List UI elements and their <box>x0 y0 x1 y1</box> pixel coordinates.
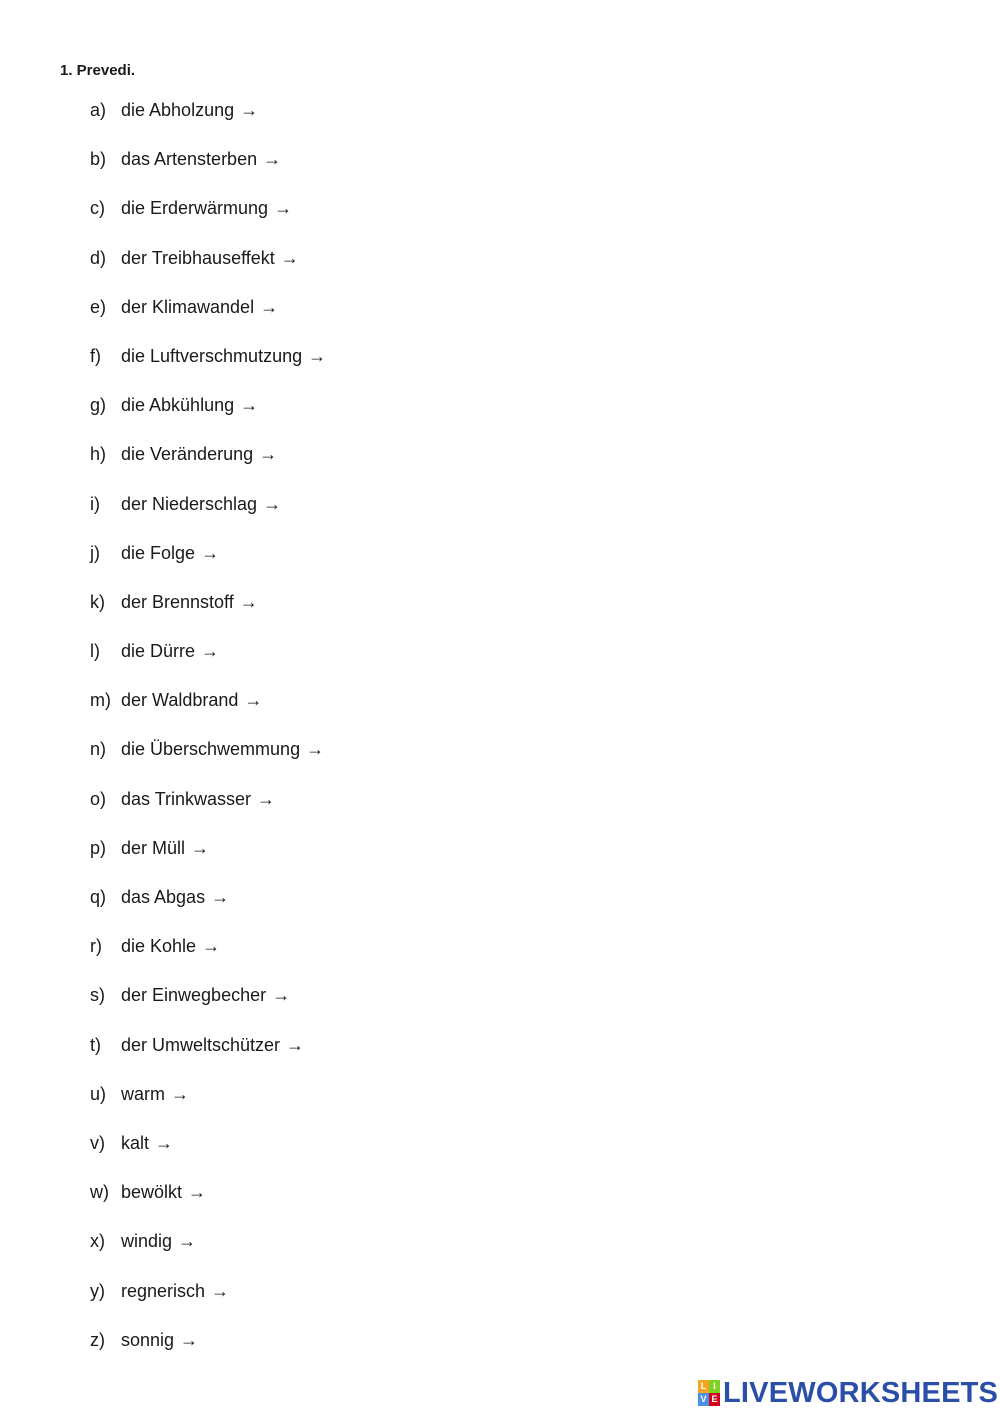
item-marker: i) <box>90 493 100 514</box>
list-item <box>90 1279 326 1328</box>
item-marker: v) <box>90 1132 105 1153</box>
arrow-right-icon: → <box>211 1280 230 1301</box>
item-marker: a) <box>90 100 107 120</box>
arrow-right-icon: → <box>211 887 230 907</box>
list-item <box>90 196 326 245</box>
item-term: der Brennstoff <box>121 591 234 612</box>
arrow-right-icon: → <box>201 542 220 563</box>
list-item <box>90 246 326 295</box>
item-marker: q) <box>90 887 107 907</box>
list-item <box>90 639 326 688</box>
item-marker: d) <box>90 247 107 268</box>
arrow-right-icon: → <box>286 1034 305 1055</box>
list-item <box>90 344 326 393</box>
liveworksheets-logo <box>698 1376 998 1410</box>
arrow-right-icon: → <box>244 690 263 711</box>
logo-mark-letter: L <box>698 1380 709 1393</box>
list-item <box>90 1082 326 1131</box>
item-term: der Treibhauseffekt <box>121 247 275 268</box>
arrow-right-icon: → <box>306 739 325 760</box>
item-term: die Erderwärmung <box>121 198 269 219</box>
item-marker: j) <box>90 542 100 563</box>
list-item <box>90 541 326 590</box>
list-item <box>90 934 326 983</box>
item-marker: n) <box>90 739 107 760</box>
item-term: das Trinkwasser <box>121 788 252 809</box>
arrow-right-icon: → <box>260 296 279 317</box>
list-item <box>90 885 326 934</box>
list-item <box>90 1180 326 1229</box>
item-term: der Waldbrand <box>121 690 239 711</box>
list-item <box>90 393 326 442</box>
logo-mark-letter: I <box>709 1380 720 1393</box>
item-marker: u) <box>90 1083 107 1104</box>
arrow-right-icon: → <box>272 985 291 1006</box>
item-term: die Dürre <box>121 641 196 662</box>
item-term: die Folge <box>121 542 196 563</box>
arrow-right-icon: → <box>180 1329 199 1350</box>
arrow-right-icon: → <box>259 444 278 465</box>
item-term: der Umweltschützer <box>121 1034 281 1055</box>
item-marker: l) <box>90 641 100 662</box>
arrow-right-icon: → <box>155 1132 174 1153</box>
item-term: die Abholzung <box>121 100 235 120</box>
item-term: bewölkt <box>121 1182 183 1203</box>
logo-mark-icon <box>698 1380 720 1406</box>
list-item <box>90 295 326 344</box>
item-term: die Luftverschmutzung <box>121 345 303 366</box>
list-item <box>90 737 326 786</box>
item-term: regnerisch <box>121 1280 206 1301</box>
list-item <box>90 98 326 147</box>
list-item <box>90 590 326 639</box>
arrow-right-icon: → <box>274 198 293 219</box>
list-item <box>90 492 326 541</box>
item-marker: h) <box>90 444 107 465</box>
list-item <box>90 688 326 737</box>
item-marker: k) <box>90 591 105 612</box>
vocabulary-list <box>90 98 326 1377</box>
logo-mark-letter: E <box>709 1393 720 1406</box>
exercise-heading: 1. Prevedi. <box>60 62 136 79</box>
arrow-right-icon: → <box>280 247 299 268</box>
item-marker: p) <box>90 837 107 858</box>
list-item <box>90 147 326 196</box>
arrow-right-icon: → <box>263 493 282 514</box>
arrow-right-icon: → <box>201 641 220 662</box>
item-term: der Müll <box>121 837 186 858</box>
item-marker: g) <box>90 395 107 416</box>
item-marker: s) <box>90 985 105 1006</box>
item-term: warm <box>121 1083 165 1104</box>
arrow-right-icon: → <box>308 345 327 366</box>
arrow-right-icon: → <box>263 149 282 170</box>
arrow-right-icon: → <box>240 100 259 120</box>
item-term: der Einwegbecher <box>121 985 267 1006</box>
item-term: das Artensterben <box>121 149 258 170</box>
list-item <box>90 442 326 491</box>
list-item <box>90 1229 326 1278</box>
item-term: die Überschwemmung <box>121 739 301 760</box>
item-term: windig <box>121 1231 173 1252</box>
item-marker: z) <box>90 1329 105 1350</box>
arrow-right-icon: → <box>188 1182 207 1203</box>
item-term: der Niederschlag <box>121 493 258 514</box>
item-marker: e) <box>90 296 107 317</box>
item-marker: o) <box>90 788 107 809</box>
item-marker: t) <box>90 1034 101 1055</box>
arrow-right-icon: → <box>202 936 221 957</box>
logo-text: LIVEWORKSHEETS <box>723 1376 999 1409</box>
arrow-right-icon: → <box>257 788 276 809</box>
item-term: die Veränderung <box>121 444 254 465</box>
item-marker: b) <box>90 149 107 170</box>
item-marker: c) <box>90 198 105 219</box>
list-item <box>90 1328 326 1377</box>
item-marker: w) <box>90 1182 109 1203</box>
item-term: das Abgas <box>121 887 206 907</box>
arrow-right-icon: → <box>171 1083 189 1104</box>
list-item <box>90 1131 326 1180</box>
item-term: sonnig <box>121 1329 175 1350</box>
item-marker: x) <box>90 1231 105 1252</box>
list-item <box>90 983 326 1032</box>
item-term: kalt <box>121 1132 150 1153</box>
arrow-right-icon: → <box>239 591 258 612</box>
item-marker: f) <box>90 345 101 366</box>
item-term: die Abkühlung <box>121 395 235 416</box>
item-marker: y) <box>90 1280 105 1301</box>
list-item <box>90 787 326 836</box>
logo-mark-letter: V <box>698 1393 709 1406</box>
list-item <box>90 1033 326 1082</box>
item-marker: m) <box>90 690 111 711</box>
item-marker: r) <box>90 936 102 957</box>
item-term: der Klimawandel <box>121 296 255 317</box>
arrow-right-icon: → <box>178 1231 197 1252</box>
arrow-right-icon: → <box>191 837 210 858</box>
item-term: die Kohle <box>121 936 197 957</box>
arrow-right-icon: → <box>240 395 259 416</box>
list-item <box>90 836 326 885</box>
